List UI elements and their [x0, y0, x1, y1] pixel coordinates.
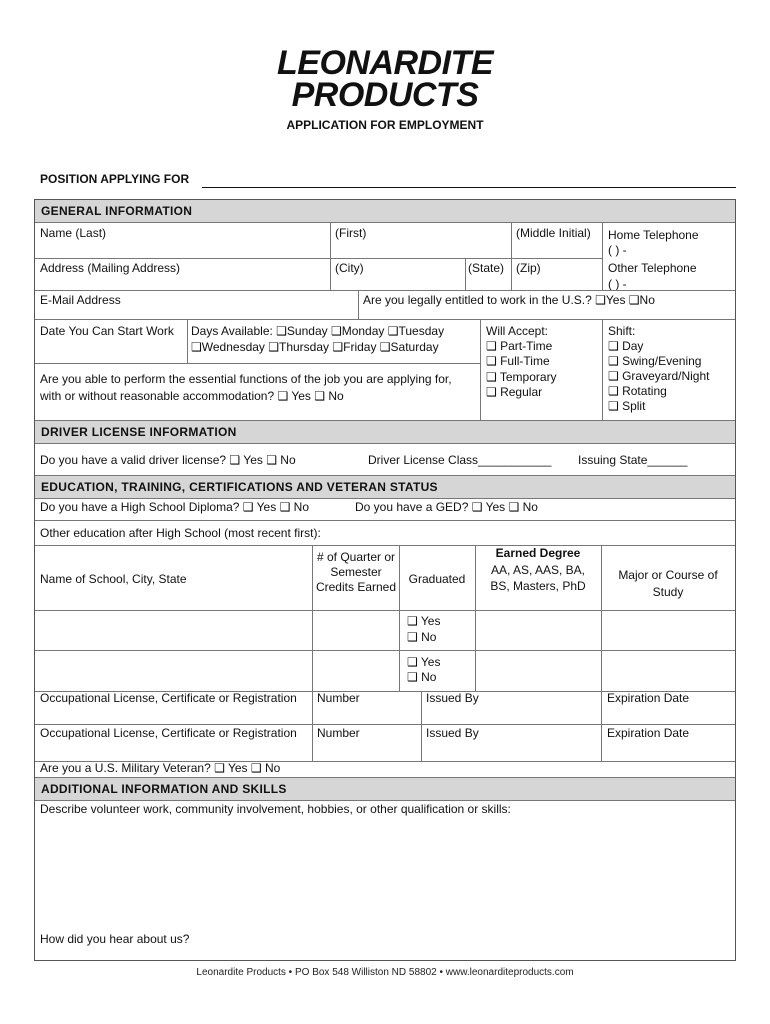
divider: [312, 691, 313, 761]
license-row2-label: Occupational License, Certificate or Registration: [40, 726, 297, 740]
diploma-question[interactable]: Do you have a High School Diploma? ❑ Yes ❑ No: [40, 500, 309, 514]
veteran-question[interactable]: Are you a U.S. Military Veteran? ❑ Yes ❑ No: [40, 761, 281, 775]
license-row2-number[interactable]: Number: [317, 726, 360, 740]
essential-functions-line2[interactable]: with or without reasonable accommodation? ❑ Yes ❑ No: [40, 389, 344, 403]
divider: [330, 222, 331, 290]
accept-full-time[interactable]: ❑ Full-Time: [486, 354, 550, 368]
issuing-state-field[interactable]: Issuing State______: [578, 453, 688, 467]
valid-license-question[interactable]: Do you have a valid driver license? ❑ Yes ❑ No: [40, 453, 296, 467]
state-field[interactable]: (State): [468, 261, 505, 275]
zip-field[interactable]: (Zip): [516, 261, 541, 275]
middle-initial-field[interactable]: (Middle Initial): [516, 226, 591, 240]
col-degree-subtitle: AA, AS, AAS, BA, BS, Masters, PhD: [490, 563, 586, 593]
divider: [35, 545, 735, 546]
will-accept-label: Will Accept:: [486, 324, 549, 338]
divider: [35, 724, 735, 725]
other-education-label: Other education after High School (most recent first):: [40, 526, 321, 540]
license-row1-issued[interactable]: Issued By: [426, 691, 479, 705]
shift-label: Shift:: [608, 324, 636, 338]
graduated-no-2[interactable]: ❑ No: [407, 670, 437, 684]
describe-skills-label[interactable]: Describe volunteer work, community involvement, hobbies, or other qualification or skills:: [40, 802, 511, 816]
shift-rotating[interactable]: ❑ Rotating: [608, 384, 667, 398]
divider: [601, 691, 602, 761]
divider: [465, 258, 466, 290]
how-heard-label[interactable]: How did you hear about us?: [40, 932, 190, 946]
divider: [511, 222, 512, 290]
legal-work-question[interactable]: Are you legally entitled to work in the U.S.? ❑Yes ❑No: [363, 293, 655, 307]
page-title: APPLICATION FOR EMPLOYMENT: [286, 118, 484, 132]
position-label: POSITION APPLYING FOR: [40, 172, 190, 186]
graduated-yes-1[interactable]: ❑ Yes: [407, 614, 441, 628]
city-field[interactable]: (City): [335, 261, 364, 275]
section-driver-header: DRIVER LICENSE INFORMATION: [35, 420, 735, 444]
position-row: [40, 172, 736, 188]
shift-graveyard[interactable]: ❑ Graveyard/Night: [608, 369, 710, 383]
position-input-line[interactable]: [202, 187, 736, 188]
license-row2-expiration[interactable]: Expiration Date: [607, 726, 690, 740]
col-credits-header: # of Quarter or Semester Credits Earned: [315, 550, 397, 594]
ged-question[interactable]: Do you have a GED? ❑ Yes ❑ No: [355, 500, 538, 514]
days-available-row2[interactable]: ❑Wednesday ❑Thursday ❑Friday ❑Saturday: [191, 340, 439, 354]
divider: [35, 290, 735, 291]
divider: [35, 650, 735, 651]
license-row1-label: Occupational License, Certificate or Registration: [40, 691, 297, 705]
accept-temporary[interactable]: ❑ Temporary: [486, 370, 557, 384]
col-major-header: Major or Course of Study: [618, 568, 718, 599]
divider: [421, 691, 422, 761]
email-field[interactable]: E-Mail Address: [40, 293, 121, 307]
first-name-field[interactable]: (First): [335, 226, 367, 240]
license-row2-issued[interactable]: Issued By: [426, 726, 479, 740]
company-logo-line2: PRODUCTS: [291, 76, 479, 114]
application-form: [34, 199, 736, 961]
col-degree-title: Earned Degree: [495, 546, 581, 560]
start-date-field[interactable]: Date You Can Start Work: [40, 324, 174, 338]
other-telephone-label: Other Telephone: [608, 261, 697, 275]
shift-day[interactable]: ❑ Day: [608, 339, 644, 353]
graduated-yes-2[interactable]: ❑ Yes: [407, 655, 441, 669]
home-telephone-label: Home Telephone: [608, 228, 699, 242]
other-telephone-field[interactable]: ( ) -: [608, 277, 627, 291]
essential-functions-line1: Are you able to perform the essential functions of the job you are applying for,: [40, 372, 452, 386]
name-last-field[interactable]: Name (Last): [40, 226, 107, 240]
shift-swing[interactable]: ❑ Swing/Evening: [608, 354, 702, 368]
home-telephone-field[interactable]: ( ) -: [608, 243, 627, 257]
divider: [475, 545, 476, 691]
col-school-header: Name of School, City, State: [40, 572, 187, 586]
accept-regular[interactable]: ❑ Regular: [486, 385, 543, 399]
divider: [35, 520, 735, 521]
divider: [187, 319, 188, 363]
graduated-no-1[interactable]: ❑ No: [407, 630, 437, 644]
divider: [601, 545, 602, 691]
divider: [480, 319, 481, 420]
divider: [399, 545, 400, 691]
divider: [35, 363, 480, 364]
section-additional-header: ADDITIONAL INFORMATION AND SKILLS: [35, 777, 735, 801]
section-general-header: GENERAL INFORMATION: [35, 200, 735, 223]
license-row1-expiration[interactable]: Expiration Date: [607, 691, 690, 705]
divider: [35, 610, 735, 611]
address-field[interactable]: Address (Mailing Address): [40, 261, 181, 275]
days-available-row1[interactable]: Days Available: ❑Sunday ❑Monday ❑Tuesday: [191, 324, 445, 338]
divider: [358, 290, 359, 319]
license-row1-number[interactable]: Number: [317, 691, 360, 705]
divider: [35, 258, 602, 259]
divider: [602, 319, 603, 420]
divider: [602, 222, 603, 290]
col-graduated-header: Graduated: [408, 572, 466, 586]
license-class-field[interactable]: Driver License Class___________: [368, 453, 552, 467]
accept-part-time[interactable]: ❑ Part-Time: [486, 339, 553, 353]
company-logo-line1: LEONARDITE: [277, 44, 493, 82]
divider: [35, 319, 735, 320]
shift-split[interactable]: ❑ Split: [608, 399, 646, 413]
section-education-header: EDUCATION, TRAINING, CERTIFICATIONS AND VETERAN STATUS: [35, 475, 735, 499]
footer-address: Leonardite Products • PO Box 548 Williston ND 58802 • www.leonarditeproducts.com: [196, 967, 574, 978]
